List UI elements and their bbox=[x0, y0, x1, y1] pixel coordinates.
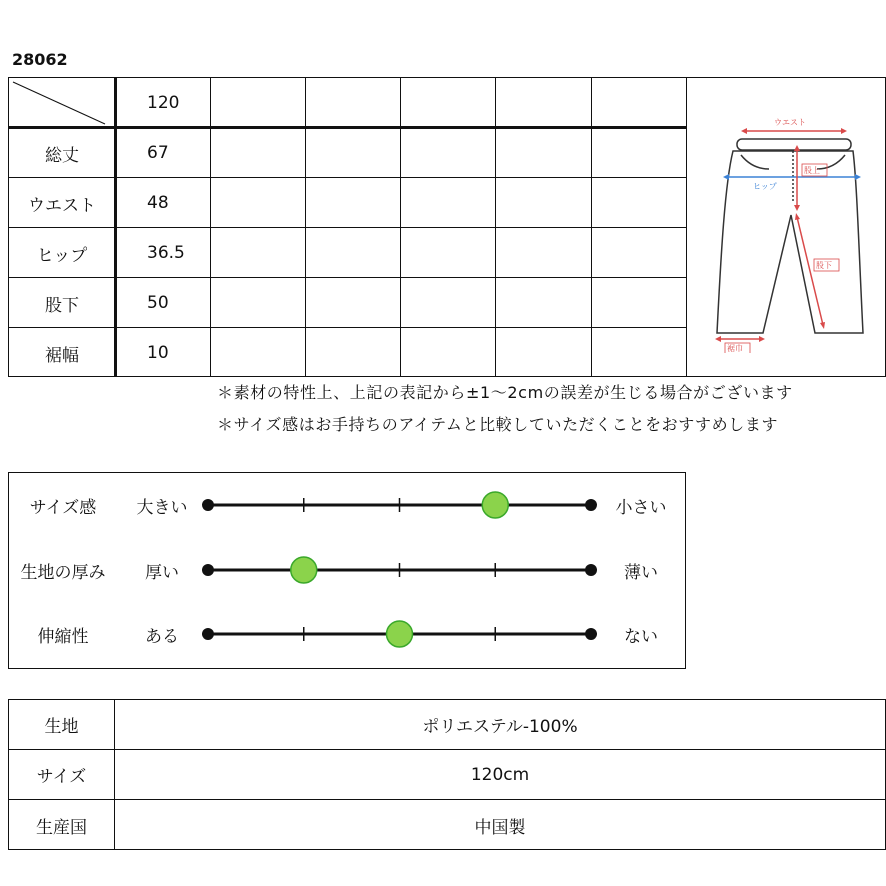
grid-line bbox=[9, 327, 686, 328]
feel-scale bbox=[9, 550, 687, 590]
scale-marker bbox=[482, 492, 508, 518]
grid-line bbox=[114, 78, 117, 376]
feel-right-label: 小さい bbox=[615, 497, 667, 518]
grid-line bbox=[305, 78, 306, 376]
spec-row-size bbox=[9, 750, 885, 800]
spec-value: 中国製 bbox=[474, 817, 526, 838]
row-label: 総丈 bbox=[45, 145, 79, 166]
scale-endpoint bbox=[202, 628, 214, 640]
row-value: 36.5 bbox=[147, 243, 185, 263]
note-compare: ＊サイズ感はお手持ちのアイテムと比較していただくことをおすすめします bbox=[217, 415, 779, 434]
grid-line bbox=[591, 78, 592, 376]
label-inseam: 股下 bbox=[816, 261, 832, 270]
row-value: 50 bbox=[147, 293, 169, 313]
feel-scale bbox=[9, 614, 687, 654]
grid-line bbox=[9, 126, 686, 129]
note-tolerance: ＊素材の特性上、上記の表記から±1～2cmの誤差が生じる場合がございます bbox=[217, 383, 793, 402]
label-hip: ヒップ bbox=[753, 182, 777, 191]
row-value: 10 bbox=[147, 343, 169, 363]
row-value: 48 bbox=[147, 193, 169, 213]
row-label: ウエスト bbox=[28, 195, 96, 216]
scale-endpoint bbox=[585, 499, 597, 511]
pants-outline-icon bbox=[717, 139, 863, 333]
spec-table bbox=[8, 699, 886, 850]
fit-feel-box bbox=[8, 472, 686, 669]
spec-label: 生地 bbox=[44, 717, 79, 737]
header-size-cell: 120 bbox=[147, 93, 180, 113]
grid-line bbox=[686, 78, 687, 376]
row-label: 裾幅 bbox=[45, 345, 79, 366]
grid-line bbox=[210, 78, 211, 376]
spec-value: ポリエステル-100% bbox=[422, 717, 578, 737]
feel-row-stretch bbox=[9, 614, 685, 654]
feel-scale bbox=[9, 485, 687, 525]
feel-label: 伸縮性 bbox=[37, 626, 89, 647]
scale-endpoint bbox=[202, 564, 214, 576]
feel-left-label: 厚い bbox=[145, 562, 179, 583]
product-code: 28062 bbox=[12, 50, 68, 69]
scale-marker bbox=[291, 557, 317, 583]
scale-endpoint bbox=[585, 564, 597, 576]
row-label: ヒップ bbox=[36, 245, 88, 266]
feel-row-thickness bbox=[9, 550, 685, 590]
feel-label: 生地の厚み bbox=[20, 562, 106, 583]
hip-arrow bbox=[723, 174, 861, 180]
scale-endpoint bbox=[585, 628, 597, 640]
label-waist: ウエスト bbox=[774, 118, 806, 127]
feel-left-label: 大きい bbox=[136, 497, 188, 518]
feel-row-size bbox=[9, 485, 685, 525]
row-value: 67 bbox=[147, 143, 169, 163]
hem-arrow bbox=[715, 336, 765, 342]
scale-endpoint bbox=[202, 499, 214, 511]
rise-arrow bbox=[794, 145, 800, 211]
label-rise: 股上 bbox=[804, 166, 820, 175]
grid-line bbox=[9, 227, 686, 228]
waist-arrow bbox=[741, 128, 847, 134]
spec-row-material bbox=[9, 700, 885, 750]
feel-right-label: ない bbox=[624, 626, 658, 647]
spec-label: サイズ bbox=[36, 767, 87, 787]
pants-diagram bbox=[697, 103, 877, 353]
spec-row-origin bbox=[9, 800, 885, 850]
feel-label: サイズ感 bbox=[29, 497, 97, 518]
grid-line bbox=[400, 78, 401, 376]
grid-line bbox=[495, 78, 496, 376]
size-table bbox=[8, 77, 886, 377]
grid-line bbox=[9, 177, 686, 178]
feel-right-label: 薄い bbox=[624, 562, 658, 583]
spec-label: 生産国 bbox=[36, 817, 87, 838]
feel-left-label: ある bbox=[145, 626, 179, 647]
spec-value: 120cm bbox=[470, 764, 530, 785]
scale-marker bbox=[387, 621, 413, 647]
grid-line bbox=[9, 277, 686, 278]
row-label: 股下 bbox=[45, 295, 79, 316]
label-hem: 裾巾 bbox=[727, 344, 743, 353]
